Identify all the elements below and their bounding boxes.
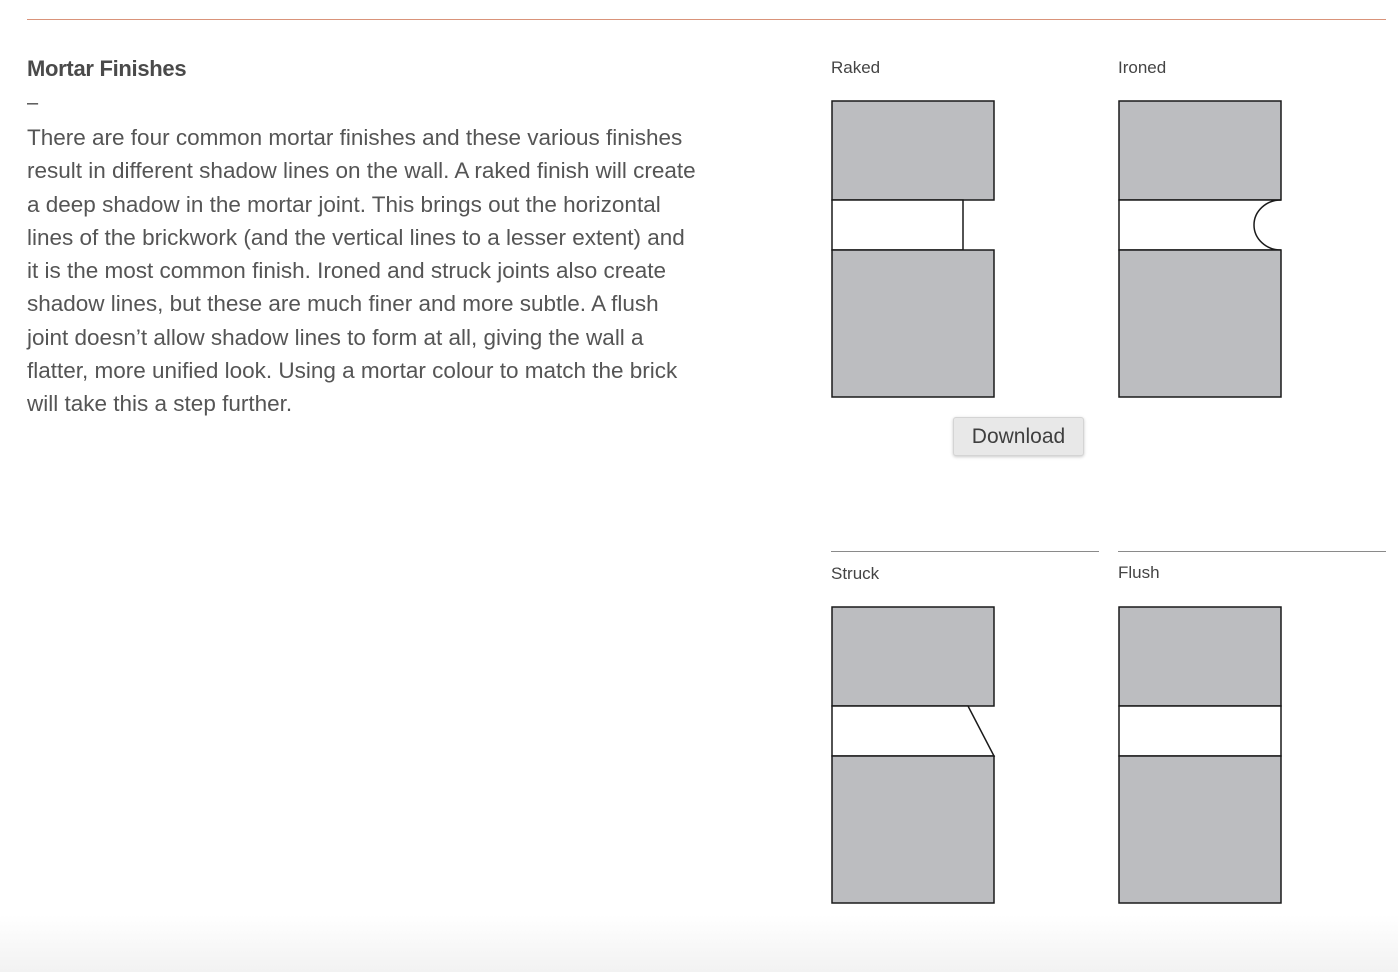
ironed-joint-diagram bbox=[1118, 100, 1282, 400]
section-title: Mortar Finishes bbox=[27, 56, 187, 81]
top-divider bbox=[27, 19, 1386, 20]
figure-label-struck: Struck bbox=[831, 564, 880, 583]
flush-joint-diagram bbox=[1118, 606, 1282, 906]
upper-brick bbox=[1119, 101, 1281, 200]
mortar-joint bbox=[1119, 200, 1281, 250]
struck-joint-diagram bbox=[831, 606, 995, 906]
upper-brick bbox=[1119, 607, 1281, 706]
mortar-joint bbox=[1119, 706, 1281, 756]
title-dash: – bbox=[27, 92, 39, 114]
figure-label-raked: Raked bbox=[831, 58, 881, 77]
lower-brick bbox=[832, 250, 994, 397]
upper-brick bbox=[832, 607, 994, 706]
lower-brick bbox=[832, 756, 994, 903]
section-body-text: There are four common mortar finishes and these various finishes result in different shadow lines on the wall. A raked finish will create a deep shadow in the mortar joint. This brings out the horizontal lines of the brickwork (and the vertical lines to a lesser extent) and it is the most common finish. Ironed and struck joints also create shadow lines, but these are much finer and more subtle. A flush joint doesn’t allow shadow lines to form at all, giving the wall a flatter, more unified look. Using a mortar colour to match the brick will take this a step further. bbox=[27, 125, 696, 417]
upper-brick bbox=[832, 101, 994, 200]
figure-divider bbox=[831, 551, 1099, 552]
mortar-joint bbox=[832, 706, 994, 756]
figure-divider bbox=[1118, 551, 1386, 552]
lower-brick bbox=[1119, 250, 1281, 397]
mortar-joint bbox=[832, 200, 963, 250]
figure-label-ironed: Ironed bbox=[1118, 58, 1167, 77]
lower-brick bbox=[1119, 756, 1281, 903]
download-button[interactable]: Download bbox=[953, 417, 1084, 456]
raked-joint-diagram bbox=[831, 100, 995, 400]
figure-label-flush: Flush bbox=[1118, 563, 1160, 582]
